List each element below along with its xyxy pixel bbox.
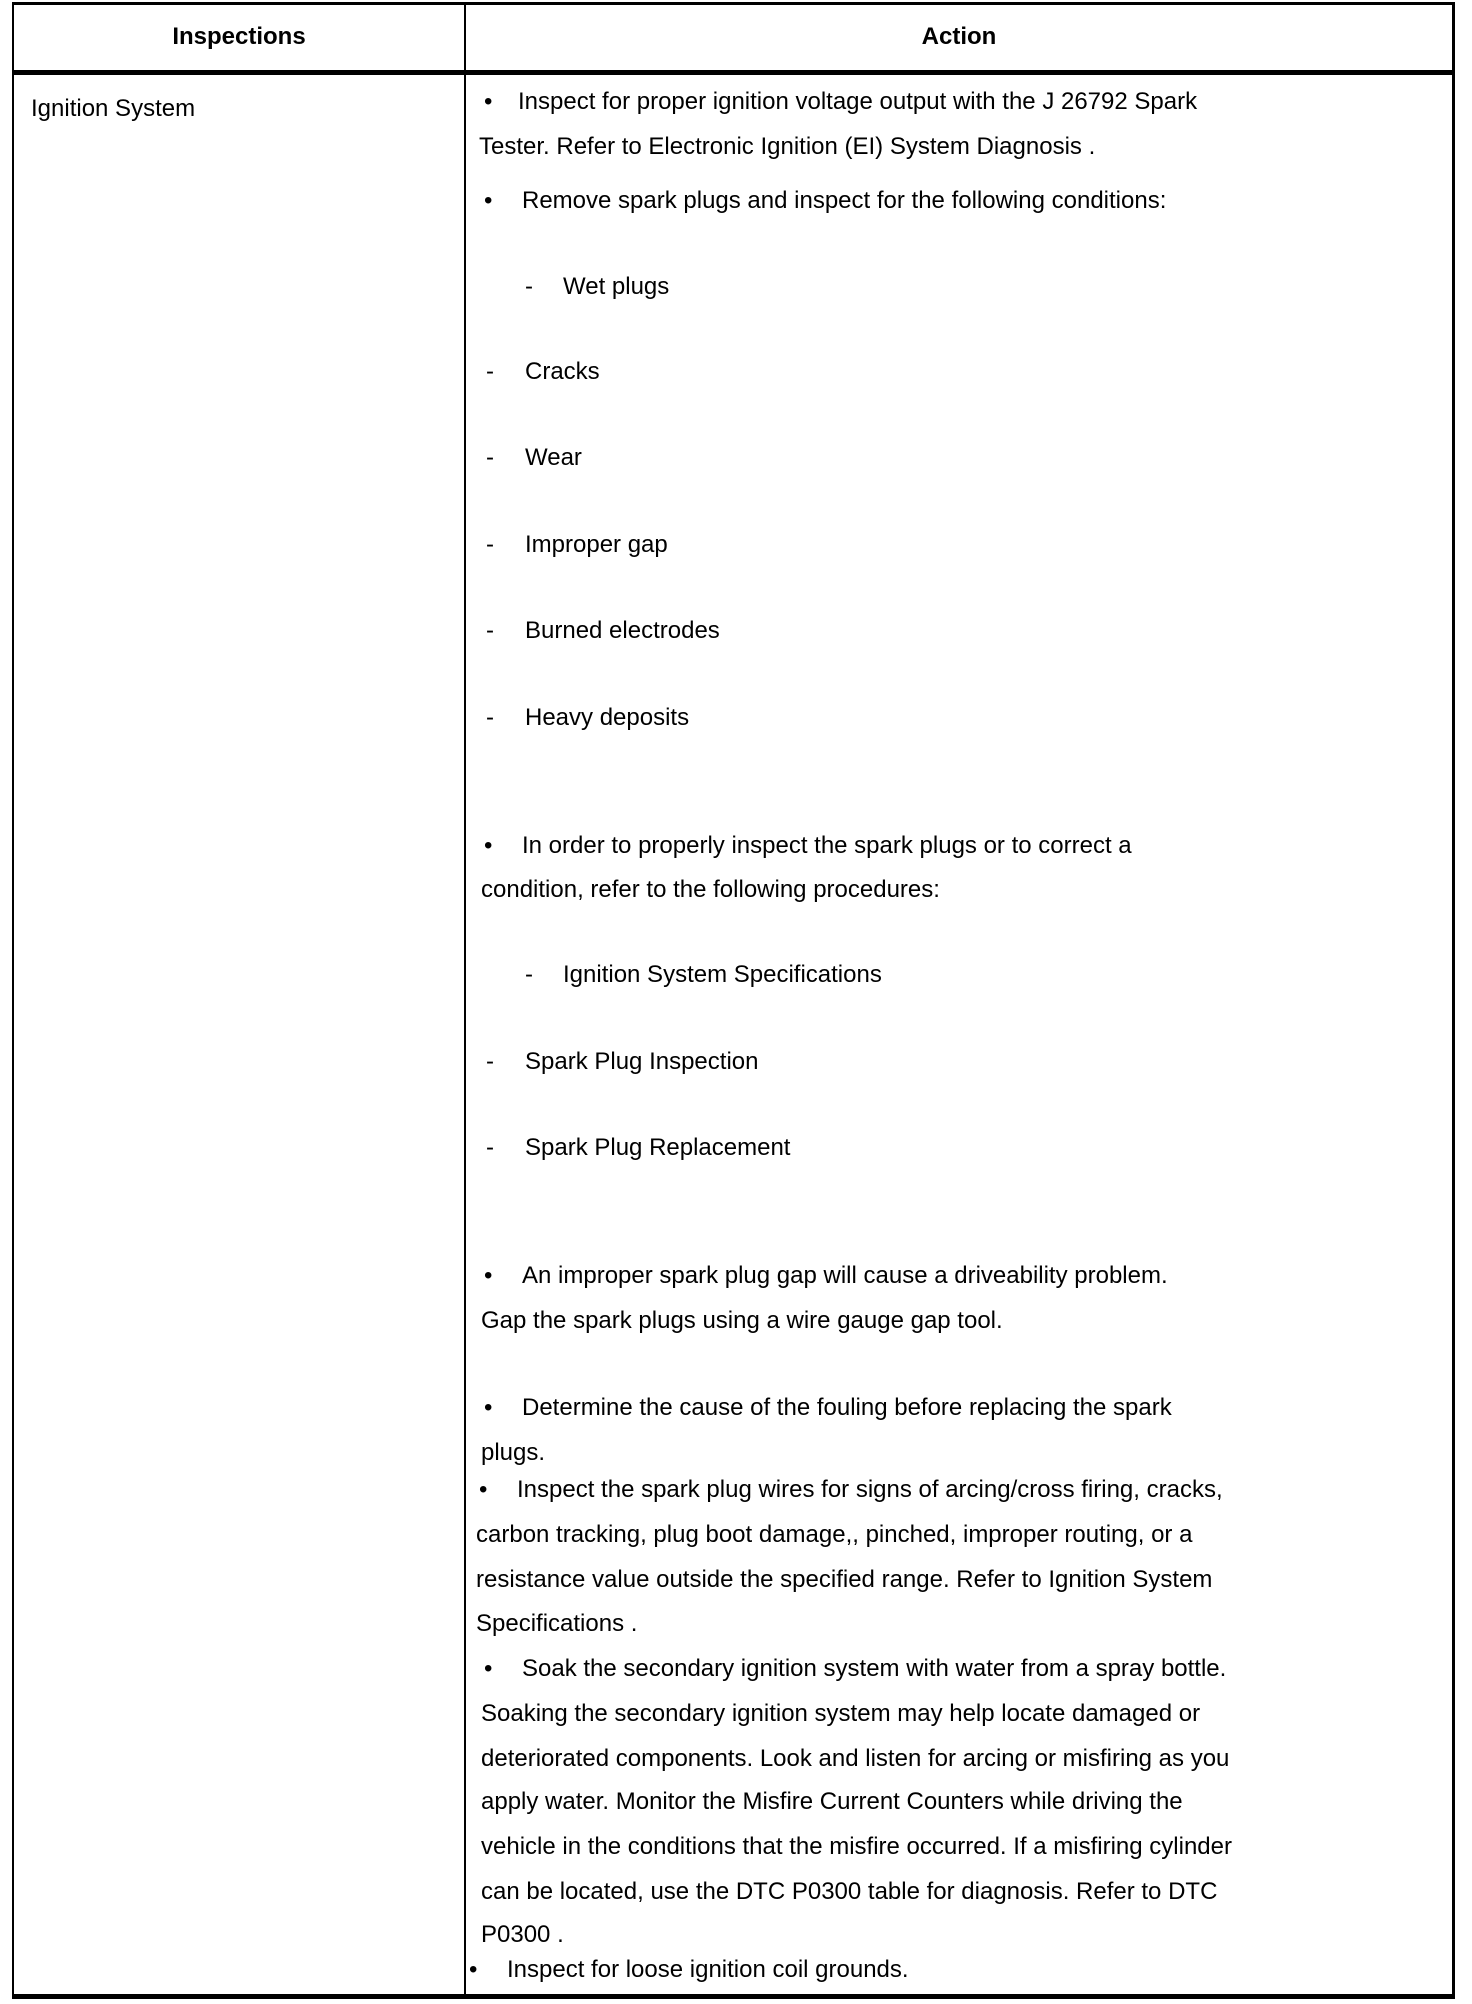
action-line: Inspect for proper ignition voltage output with the J 26792 Spark <box>518 88 1198 115</box>
action-line: condition, refer to the following procedures: <box>481 876 940 903</box>
action-line: Soaking the secondary ignition system may help locate damaged or <box>481 1700 1201 1727</box>
bullet-marker: • <box>484 88 493 115</box>
header-action: Action <box>921 23 997 50</box>
column-divider <box>464 2 466 1999</box>
condition-item: Cracks <box>525 358 600 385</box>
procedure-link[interactable]: Spark Plug Replacement <box>525 1134 791 1161</box>
action-line: resistance value outside the specified range. Refer to Ignition System <box>476 1566 1213 1593</box>
dash-marker: - <box>525 961 533 988</box>
dash-marker: - <box>486 358 494 385</box>
dash-marker: - <box>486 617 494 644</box>
action-line: Determine the cause of the fouling before replacing the spark <box>522 1394 1172 1421</box>
dash-marker: - <box>525 273 533 300</box>
action-line: Gap the spark plugs using a wire gauge gap tool. <box>481 1307 1003 1334</box>
table-bottom-border <box>13 1994 1455 1999</box>
action-line: can be located, use the DTC P0300 table for diagnosis. Refer to DTC <box>481 1878 1218 1905</box>
condition-item: Improper gap <box>525 531 668 558</box>
bullet-marker: • <box>469 1956 478 1983</box>
inspection-name: Ignition System <box>31 95 196 122</box>
action-line: apply water. Monitor the Misfire Current Counters while driving the <box>481 1788 1183 1815</box>
bullet-marker: • <box>484 1655 493 1682</box>
condition-item: Wet plugs <box>563 273 670 300</box>
procedure-link[interactable]: Spark Plug Inspection <box>525 1048 759 1075</box>
action-line: Specifications . <box>476 1610 638 1637</box>
table-top-border <box>13 2 1455 5</box>
bullet-marker: • <box>484 1394 493 1421</box>
action-line: carbon tracking, plug boot damage,, pinched, improper routing, or a <box>476 1521 1193 1548</box>
action-line: Soak the secondary ignition system with water from a spray bottle. <box>522 1655 1227 1682</box>
bullet-marker: • <box>479 1476 488 1503</box>
bullet-marker: • <box>484 1262 493 1289</box>
action-line: In order to properly inspect the spark plugs or to correct a <box>522 832 1132 859</box>
condition-item: Burned electrodes <box>525 617 720 644</box>
action-line: Tester. Refer to Electronic Ignition (EI) System Diagnosis . <box>479 133 1096 160</box>
action-line: An improper spark plug gap will cause a driveability problem. <box>522 1262 1168 1289</box>
condition-item: Wear <box>525 444 582 471</box>
action-line: deteriorated components. Look and listen for arcing or misfiring as you <box>481 1745 1230 1772</box>
table-left-border <box>12 2 14 1999</box>
dash-marker: - <box>486 531 494 558</box>
action-line: P0300 . <box>481 1921 564 1948</box>
header-inspections: Inspections <box>172 23 306 50</box>
dash-marker: - <box>486 704 494 731</box>
action-line: plugs. <box>481 1439 546 1466</box>
action-line: Inspect for loose ignition coil grounds. <box>507 1956 909 1983</box>
header-bottom-border <box>13 70 1455 75</box>
dash-marker: - <box>486 444 494 471</box>
table-right-border <box>1452 2 1455 1999</box>
action-line: Inspect the spark plug wires for signs of arcing/cross firing, cracks, <box>517 1476 1223 1503</box>
action-line: Remove spark plugs and inspect for the following conditions: <box>522 187 1167 214</box>
dash-marker: - <box>486 1048 494 1075</box>
condition-item: Heavy deposits <box>525 704 690 731</box>
action-line: vehicle in the conditions that the misfire occurred. If a misfiring cylinder <box>481 1833 1232 1860</box>
bullet-marker: • <box>484 187 493 214</box>
procedure-link[interactable]: Ignition System Specifications <box>563 961 882 988</box>
bullet-marker: • <box>484 832 493 859</box>
dash-marker: - <box>486 1134 494 1161</box>
